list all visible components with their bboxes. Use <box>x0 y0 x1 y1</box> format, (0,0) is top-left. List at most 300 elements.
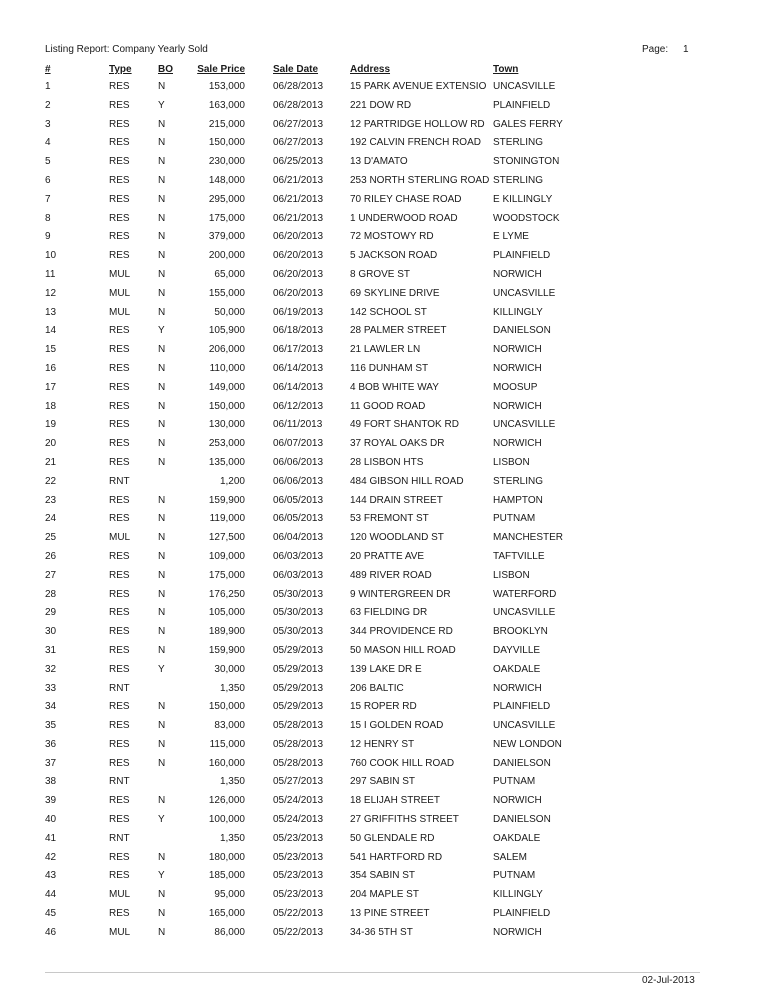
cell-type: MUL <box>109 306 131 318</box>
cell-sale-price: 126,000 <box>208 795 245 807</box>
cell-sale-date: 05/30/2013 <box>273 626 324 638</box>
cell-bo: N <box>158 381 166 393</box>
cell-address: 297 SABIN ST <box>350 776 416 788</box>
cell-number: 14 <box>45 325 57 337</box>
cell-sale-price: 86,000 <box>214 926 245 938</box>
cell-number: 30 <box>45 626 57 638</box>
cell-address: 50 MASON HILL ROAD <box>350 644 456 656</box>
cell-address: 34-36 5TH ST <box>350 926 413 938</box>
cell-sale-date: 06/07/2013 <box>273 438 324 450</box>
cell-bo: N <box>158 212 166 224</box>
cell-sale-date: 05/28/2013 <box>273 720 324 732</box>
cell-type: RES <box>109 701 130 713</box>
cell-town: TAFTVILLE <box>493 550 545 562</box>
cell-bo: Y <box>158 99 165 111</box>
table-row <box>0 529 768 548</box>
cell-bo: N <box>158 494 166 506</box>
cell-sale-price: 1,350 <box>219 776 245 788</box>
table-row <box>0 304 768 323</box>
cell-sale-date: 05/24/2013 <box>273 795 324 807</box>
cell-bo: N <box>158 757 166 769</box>
cell-sale-date: 06/18/2013 <box>273 325 324 337</box>
table-row <box>0 360 768 379</box>
cell-sale-date: 06/14/2013 <box>273 381 324 393</box>
cell-number: 15 <box>45 344 57 356</box>
table-row <box>0 755 768 774</box>
cell-number: 19 <box>45 419 57 431</box>
cell-type: MUL <box>109 268 131 280</box>
cell-sale-price: 100,000 <box>208 814 245 826</box>
cell-sale-price: 95,000 <box>214 889 245 901</box>
cell-number: 29 <box>45 607 57 619</box>
cell-address: 21 LAWLER LN <box>350 344 421 356</box>
cell-bo: N <box>158 550 166 562</box>
cell-sale-price: 163,000 <box>208 99 245 111</box>
cell-number: 20 <box>45 438 57 450</box>
cell-sale-date: 05/23/2013 <box>273 889 324 901</box>
cell-number: 23 <box>45 494 57 506</box>
cell-sale-price: 149,000 <box>208 381 245 393</box>
footer-divider <box>45 972 700 973</box>
cell-sale-price: 150,000 <box>208 137 245 149</box>
table-row <box>0 398 768 417</box>
cell-town: NEW LONDON <box>493 738 562 750</box>
cell-address: 13 PINE STREET <box>350 908 430 920</box>
cell-sale-date: 06/05/2013 <box>273 494 324 506</box>
cell-type: RES <box>109 174 130 186</box>
cell-town: OAKDALE <box>493 663 541 675</box>
table-row <box>0 604 768 623</box>
cell-town: BROOKLYN <box>493 626 548 638</box>
table-row <box>0 717 768 736</box>
table-row <box>0 548 768 567</box>
cell-sale-price: 206,000 <box>208 344 245 356</box>
cell-sale-price: 50,000 <box>214 306 245 318</box>
cell-sale-date: 05/28/2013 <box>273 738 324 750</box>
table-row <box>0 736 768 755</box>
cell-sale-price: 1,350 <box>219 682 245 694</box>
cell-sale-date: 05/22/2013 <box>273 926 324 938</box>
cell-type: RES <box>109 663 130 675</box>
cell-sale-date: 06/17/2013 <box>273 344 324 356</box>
cell-town: NORWICH <box>493 682 542 694</box>
cell-sale-date: 06/12/2013 <box>273 400 324 412</box>
cell-town: UNCASVILLE <box>493 607 556 619</box>
cell-number: 25 <box>45 532 57 544</box>
table-row <box>0 191 768 210</box>
cell-sale-price: 159,900 <box>208 644 245 656</box>
cell-type: RES <box>109 456 130 468</box>
cell-address: 1 UNDERWOOD ROAD <box>350 212 458 224</box>
cell-type: RES <box>109 344 130 356</box>
cell-number: 42 <box>45 851 57 863</box>
cell-sale-date: 05/30/2013 <box>273 588 324 600</box>
cell-type: RES <box>109 588 130 600</box>
cell-bo: N <box>158 908 166 920</box>
cell-sale-price: 110,000 <box>209 362 245 374</box>
table-row <box>0 867 768 886</box>
cell-sale-date: 05/29/2013 <box>273 644 324 656</box>
table-row <box>0 454 768 473</box>
cell-address: 20 PRATTE AVE <box>350 550 425 562</box>
cell-type: RNT <box>109 682 130 694</box>
cell-sale-price: 295,000 <box>208 193 245 205</box>
cell-number: 21 <box>45 456 57 468</box>
cell-sale-date: 05/23/2013 <box>273 851 324 863</box>
cell-type: RES <box>109 738 130 750</box>
table-row <box>0 905 768 924</box>
table-row <box>0 586 768 605</box>
cell-sale-date: 05/27/2013 <box>273 776 324 788</box>
cell-type: RES <box>109 99 130 111</box>
cell-town: KILLINGLY <box>493 889 543 901</box>
cell-sale-price: 253,000 <box>208 438 245 450</box>
cell-number: 28 <box>45 588 57 600</box>
cell-sale-date: 05/30/2013 <box>273 607 324 619</box>
table-row <box>0 492 768 511</box>
cell-sale-price: 119,000 <box>209 513 245 525</box>
cell-town: E KILLINGLY <box>493 193 553 205</box>
cell-town: PLAINFIELD <box>493 99 551 111</box>
cell-bo <box>154 830 189 849</box>
cell-sale-date: 06/20/2013 <box>273 231 324 243</box>
cell-bo: N <box>158 268 166 280</box>
cell-town: SALEM <box>493 851 527 863</box>
cell-address: 69 SKYLINE DRIVE <box>350 287 440 299</box>
cell-type: RES <box>109 231 130 243</box>
table-header-row <box>0 62 768 78</box>
cell-number: 3 <box>45 118 51 130</box>
table-row <box>0 680 768 699</box>
cell-sale-price: 1,350 <box>219 832 245 844</box>
cell-town: MANCHESTER <box>493 532 564 544</box>
cell-type: RES <box>109 569 130 581</box>
cell-number: 31 <box>45 644 57 656</box>
table-row <box>0 97 768 116</box>
cell-type: RES <box>109 814 130 826</box>
cell-type: RES <box>109 870 130 882</box>
cell-address: 206 BALTIC <box>350 682 404 694</box>
table-row <box>0 849 768 868</box>
column-header-sale-date: Sale Date <box>273 64 319 75</box>
cell-bo: N <box>158 118 166 130</box>
cell-address: 760 COOK HILL ROAD <box>350 757 455 769</box>
cell-number: 45 <box>45 908 57 920</box>
column-header-bo: BO <box>158 64 173 75</box>
cell-type: RES <box>109 400 130 412</box>
cell-town: E LYME <box>493 231 529 243</box>
cell-bo: N <box>158 926 166 938</box>
cell-type: RES <box>109 757 130 769</box>
footer-date: 02-Jul-2013 <box>642 975 695 986</box>
cell-bo: N <box>158 81 166 92</box>
table-row <box>0 266 768 285</box>
cell-address: 354 SABIN ST <box>350 870 416 882</box>
table-row <box>0 228 768 247</box>
table-row <box>0 698 768 717</box>
cell-sale-price: 200,000 <box>208 250 245 262</box>
cell-sale-price: 148,000 <box>208 174 245 186</box>
cell-town: PLAINFIELD <box>493 908 551 920</box>
cell-sale-date: 06/11/2013 <box>273 419 323 431</box>
column-header-type: Type <box>109 64 132 75</box>
cell-sale-date: 05/24/2013 <box>273 814 324 826</box>
cell-sale-price: 115,000 <box>209 738 245 750</box>
cell-sale-date: 06/19/2013 <box>273 306 324 318</box>
cell-sale-price: 185,000 <box>208 870 245 882</box>
cell-address: 489 RIVER ROAD <box>350 569 432 581</box>
cell-type: RES <box>109 212 130 224</box>
cell-sale-price: 135,000 <box>208 456 245 468</box>
cell-type: RNT <box>109 475 130 487</box>
column-header-sale-price: Sale Price <box>197 64 245 75</box>
cell-town: NORWICH <box>493 400 542 412</box>
cell-town: GALES FERRY <box>493 118 563 130</box>
table-row <box>0 247 768 266</box>
cell-bo: N <box>158 287 166 299</box>
cell-sale-price: 1,200 <box>219 475 245 487</box>
cell-address: 12 PARTRIDGE HOLLOW RD <box>350 118 485 130</box>
cell-address: 484 GIBSON HILL ROAD <box>350 475 464 487</box>
cell-address: 63 FIELDING DR <box>350 607 428 619</box>
table-row <box>0 567 768 586</box>
cell-sale-price: 105,900 <box>208 325 245 337</box>
cell-sale-date: 06/21/2013 <box>273 174 324 186</box>
table-row <box>0 210 768 229</box>
cell-number: 43 <box>45 870 57 882</box>
cell-town: UNCASVILLE <box>493 81 556 92</box>
cell-address: 9 WINTERGREEN DR <box>350 588 451 600</box>
column-header-address: Address <box>350 64 391 75</box>
table-row <box>0 642 768 661</box>
cell-sale-date: 05/23/2013 <box>273 832 324 844</box>
cell-sale-date: 06/21/2013 <box>273 212 324 224</box>
cell-sale-date: 06/20/2013 <box>273 250 324 262</box>
cell-sale-date: 05/29/2013 <box>273 701 324 713</box>
table-row <box>0 661 768 680</box>
cell-sale-date: 06/20/2013 <box>273 287 324 299</box>
cell-bo: N <box>158 644 166 656</box>
cell-address: 15 I GOLDEN ROAD <box>350 720 444 732</box>
cell-bo: N <box>158 306 166 318</box>
cell-number: 4 <box>45 137 51 149</box>
cell-town: DAYVILLE <box>493 644 541 656</box>
cell-sale-price: 165,000 <box>208 908 245 920</box>
table-row <box>0 153 768 172</box>
cell-type: MUL <box>109 889 131 901</box>
cell-town: LISBON <box>493 569 530 581</box>
cell-sale-date: 06/27/2013 <box>273 137 324 149</box>
cell-number: 11 <box>45 268 56 280</box>
cell-type: RES <box>109 325 130 337</box>
cell-number: 12 <box>45 287 57 299</box>
cell-number: 13 <box>45 306 57 318</box>
page-label: Page: <box>642 44 669 55</box>
cell-town: STONINGTON <box>493 156 560 168</box>
cell-address: 49 FORT SHANTOK RD <box>350 419 459 431</box>
cell-bo: N <box>158 738 166 750</box>
table-body <box>0 78 768 943</box>
cell-type: RNT <box>109 832 130 844</box>
cell-type: RES <box>109 908 130 920</box>
cell-town: UNCASVILLE <box>493 720 556 732</box>
cell-type: RES <box>109 513 130 525</box>
cell-address: 15 ROPER RD <box>350 701 417 713</box>
cell-number: 17 <box>45 381 57 393</box>
table-row <box>0 172 768 191</box>
cell-address: 27 GRIFFITHS STREET <box>350 814 459 826</box>
cell-number: 35 <box>45 720 57 732</box>
cell-number: 36 <box>45 738 57 750</box>
cell-address: 192 CALVIN FRENCH ROAD <box>350 137 481 149</box>
cell-sale-price: 153,000 <box>208 81 245 92</box>
cell-address: 70 RILEY CHASE ROAD <box>350 193 462 205</box>
cell-number: 24 <box>45 513 57 525</box>
cell-number: 26 <box>45 550 57 562</box>
cell-sale-date: 05/28/2013 <box>273 757 324 769</box>
cell-type: MUL <box>109 926 131 938</box>
cell-address: 253 NORTH STERLING ROAD <box>350 174 490 186</box>
cell-bo: N <box>158 174 166 186</box>
cell-bo <box>154 680 189 699</box>
table-row <box>0 285 768 304</box>
table-row <box>0 341 768 360</box>
cell-sale-date: 06/05/2013 <box>273 513 324 525</box>
cell-number: 18 <box>45 400 57 412</box>
table-row <box>0 78 768 97</box>
cell-town: UNCASVILLE <box>493 287 556 299</box>
cell-town: STERLING <box>493 137 544 149</box>
cell-sale-date: 06/21/2013 <box>273 193 324 205</box>
listing-table <box>0 62 768 943</box>
cell-bo: N <box>158 344 166 356</box>
cell-address: 8 GROVE ST <box>350 268 411 280</box>
cell-address: 5 JACKSON ROAD <box>350 250 438 262</box>
cell-type: MUL <box>109 287 131 299</box>
cell-address: 18 ELIJAH STREET <box>350 795 441 807</box>
cell-sale-date: 06/27/2013 <box>273 118 324 130</box>
cell-type: RES <box>109 156 130 168</box>
cell-sale-price: 175,000 <box>208 212 245 224</box>
cell-town: NORWICH <box>493 926 542 938</box>
cell-bo: N <box>158 626 166 638</box>
cell-sale-price: 65,000 <box>214 268 245 280</box>
cell-sale-date: 06/06/2013 <box>273 475 324 487</box>
cell-address: 13 D'AMATO <box>350 156 408 168</box>
table-row <box>0 435 768 454</box>
cell-sale-date: 06/06/2013 <box>273 456 324 468</box>
cell-sale-price: 175,000 <box>208 569 245 581</box>
cell-address: 28 PALMER STREET <box>350 325 447 337</box>
cell-type: RES <box>109 550 130 562</box>
cell-town: PLAINFIELD <box>493 250 551 262</box>
cell-type: RES <box>109 81 130 92</box>
cell-town: WATERFORD <box>493 588 557 600</box>
table-row <box>0 830 768 849</box>
cell-address: 144 DRAIN STREET <box>350 494 443 506</box>
cell-town: NORWICH <box>493 362 542 374</box>
cell-address: 11 GOOD ROAD <box>350 400 426 412</box>
cell-number: 6 <box>45 174 51 186</box>
cell-bo: N <box>158 137 166 149</box>
cell-address: 72 MOSTOWY RD <box>350 231 434 243</box>
cell-sale-date: 06/03/2013 <box>273 569 324 581</box>
cell-sale-price: 215,000 <box>208 118 245 130</box>
cell-bo: Y <box>158 814 165 826</box>
cell-type: RES <box>109 193 130 205</box>
cell-number: 22 <box>45 475 57 487</box>
cell-number: 33 <box>45 682 57 694</box>
cell-town: NORWICH <box>493 795 542 807</box>
cell-sale-price: 105,000 <box>208 607 245 619</box>
cell-bo: N <box>158 532 166 544</box>
cell-number: 39 <box>45 795 57 807</box>
cell-bo: N <box>158 456 166 468</box>
cell-town: STERLING <box>493 475 544 487</box>
cell-type: RES <box>109 494 130 506</box>
column-header-town: Town <box>493 64 519 75</box>
cell-bo: N <box>158 156 166 168</box>
table-row <box>0 322 768 341</box>
cell-bo: N <box>158 720 166 732</box>
cell-sale-price: 127,500 <box>208 532 245 544</box>
cell-address: 142 SCHOOL ST <box>350 306 427 318</box>
cell-type: RES <box>109 626 130 638</box>
cell-bo: N <box>158 851 166 863</box>
cell-number: 34 <box>45 701 57 713</box>
cell-sale-price: 130,000 <box>208 419 245 431</box>
table-row <box>0 811 768 830</box>
cell-type: RES <box>109 851 130 863</box>
cell-sale-date: 05/29/2013 <box>273 663 324 675</box>
cell-bo: N <box>158 607 166 619</box>
cell-type: RES <box>109 381 130 393</box>
cell-number: 5 <box>45 156 51 168</box>
cell-bo: N <box>158 569 166 581</box>
column-header-number: # <box>45 64 51 75</box>
cell-bo: Y <box>158 870 165 882</box>
cell-town: DANIELSON <box>493 325 551 337</box>
cell-type: RES <box>109 362 130 374</box>
cell-type: RES <box>109 137 130 149</box>
table-row <box>0 792 768 811</box>
cell-town: PUTNAM <box>493 776 536 788</box>
cell-bo: N <box>158 231 166 243</box>
cell-sale-date: 05/23/2013 <box>273 870 324 882</box>
table-row <box>0 416 768 435</box>
cell-number: 41 <box>45 832 57 844</box>
cell-sale-date: 06/28/2013 <box>273 99 324 111</box>
cell-sale-price: 176,250 <box>208 588 245 600</box>
cell-town: PUTNAM <box>493 870 536 882</box>
table-row <box>0 473 768 492</box>
cell-sale-date: 06/14/2013 <box>273 362 324 374</box>
cell-town: MOOSUP <box>493 381 538 393</box>
cell-address: 15 PARK AVENUE EXTENSIO <box>350 81 487 92</box>
cell-bo <box>154 473 189 492</box>
cell-number: 32 <box>45 663 57 675</box>
cell-bo <box>154 773 189 792</box>
cell-address: 221 DOW RD <box>350 99 412 111</box>
cell-type: RNT <box>109 776 130 788</box>
cell-town: LISBON <box>493 456 530 468</box>
cell-bo: N <box>158 250 166 262</box>
cell-address: 204 MAPLE ST <box>350 889 419 901</box>
cell-number: 2 <box>45 99 51 111</box>
cell-bo: N <box>158 701 166 713</box>
cell-address: 139 LAKE DR E <box>350 663 422 675</box>
cell-sale-price: 189,900 <box>208 626 245 638</box>
